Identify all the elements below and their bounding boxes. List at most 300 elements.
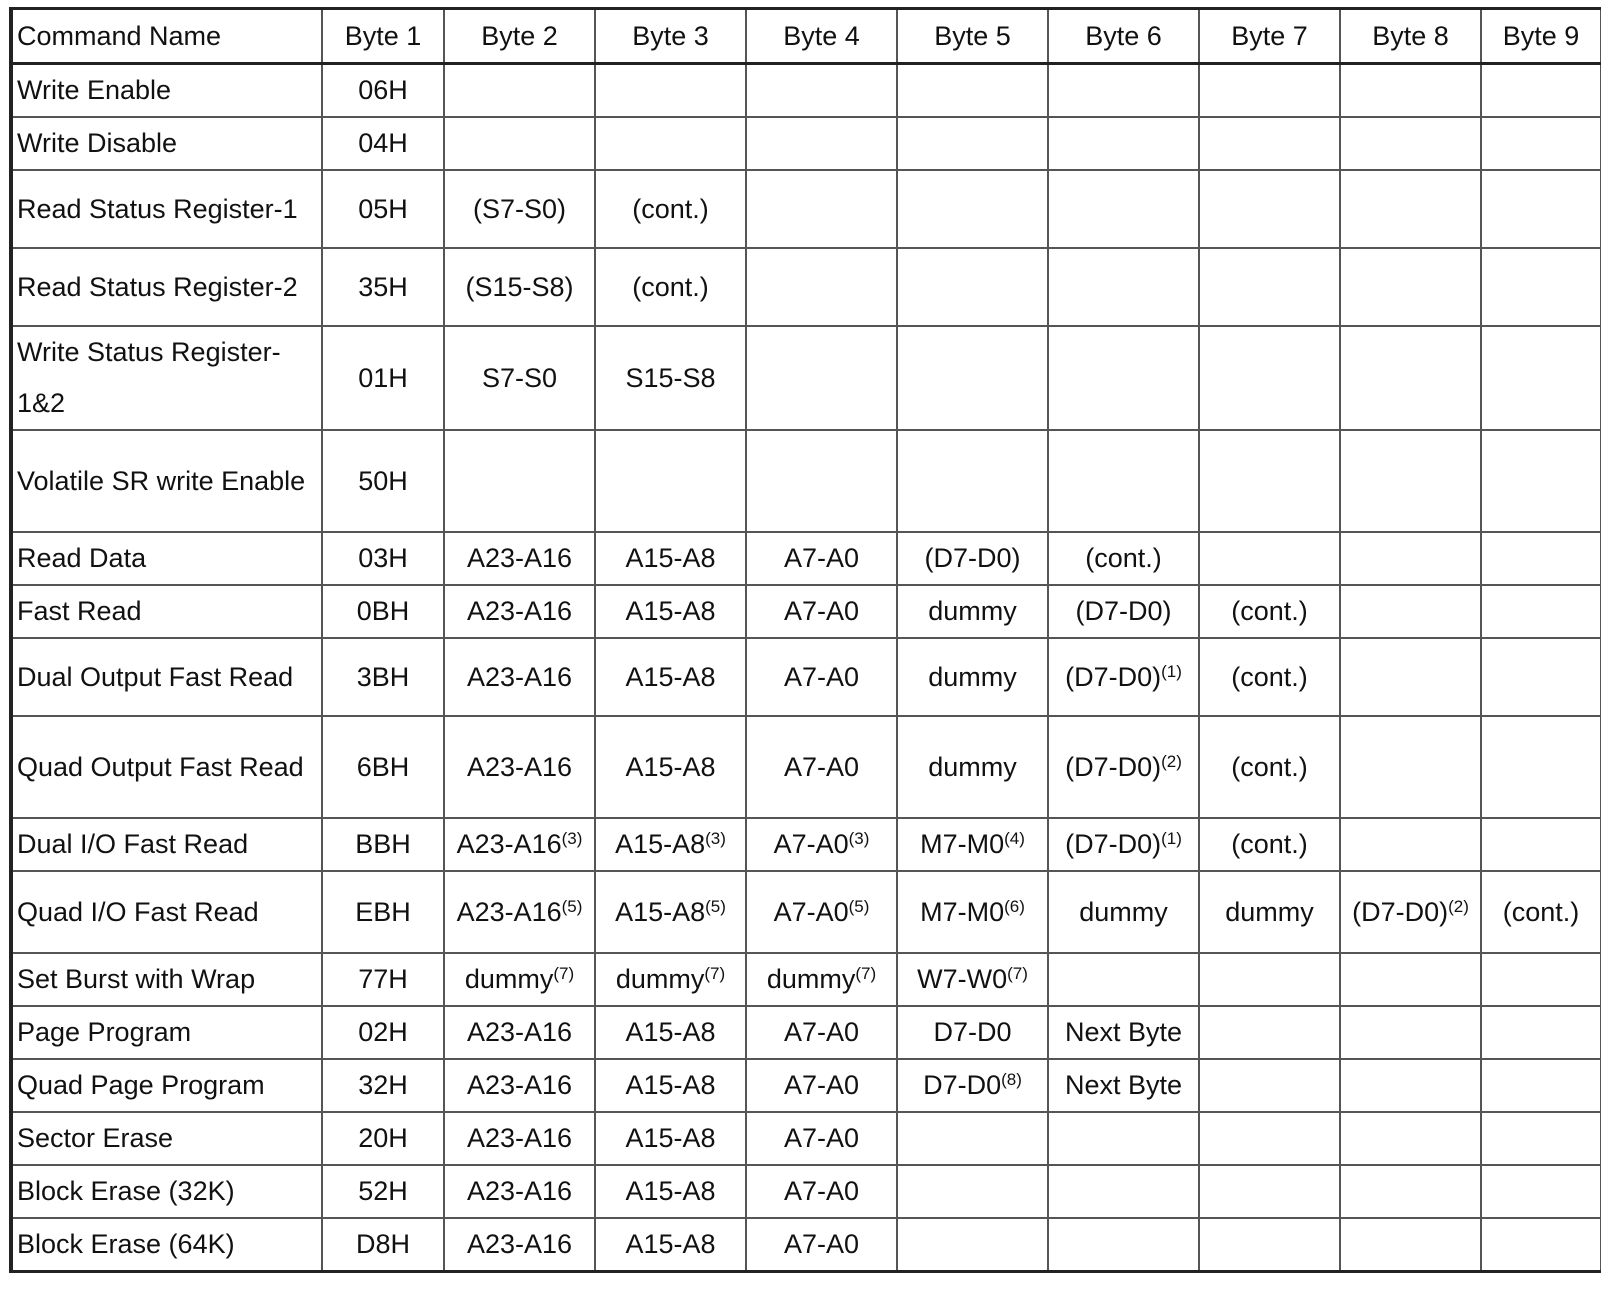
cell-text: 6BH bbox=[356, 751, 410, 782]
cell-text: 50H bbox=[358, 465, 408, 496]
column-header-byte-8: Byte 8 bbox=[1340, 9, 1481, 64]
cell-text: A7-A0 bbox=[773, 829, 849, 859]
cell-text: (cont.) bbox=[1231, 661, 1308, 692]
cell-text: A15-A8 bbox=[615, 829, 706, 859]
cell-text: 20H bbox=[358, 1123, 408, 1153]
byte-5-cell bbox=[897, 170, 1048, 248]
cell-text: A7-A0 bbox=[783, 1017, 860, 1047]
cell-text: Quad Page Program bbox=[17, 1070, 265, 1100]
byte-4-cell bbox=[746, 117, 897, 170]
cell-text: A15-A8 bbox=[625, 751, 716, 782]
byte-4-cell bbox=[746, 1218, 897, 1272]
byte-6-cell bbox=[1048, 1165, 1199, 1218]
cell-text: 02H bbox=[358, 1017, 408, 1047]
byte-4-cell bbox=[746, 248, 897, 326]
cell-text: Dual I/O Fast Read bbox=[17, 829, 249, 859]
command-name-cell bbox=[11, 117, 322, 170]
cell-text: A23-A16 bbox=[466, 596, 573, 626]
cell-text: 3BH bbox=[356, 661, 410, 692]
byte-8-cell bbox=[1340, 1059, 1481, 1112]
command-name-cell bbox=[11, 430, 322, 532]
byte-9-cell bbox=[1481, 953, 1601, 1006]
table-row bbox=[11, 170, 1601, 248]
table-row bbox=[11, 638, 1601, 716]
cell-text: D7-D0 bbox=[923, 1070, 1002, 1100]
byte-9-cell bbox=[1481, 64, 1601, 118]
cell-text: Read Status Register-2 bbox=[17, 271, 298, 302]
command-name-cell bbox=[11, 532, 322, 585]
cell-text: (cont.) bbox=[1231, 751, 1308, 782]
column-header-byte-3: Byte 3 bbox=[595, 9, 746, 64]
cell-text: Quad I/O Fast Read bbox=[17, 896, 259, 927]
table-row bbox=[11, 1112, 1601, 1165]
byte-1-cell bbox=[322, 1112, 444, 1165]
cell-text: dummy bbox=[1225, 896, 1314, 927]
cell-text: (S15-S8) bbox=[465, 271, 574, 302]
byte-8-cell bbox=[1340, 430, 1481, 532]
byte-1-cell bbox=[322, 117, 444, 170]
byte-2-cell bbox=[444, 64, 595, 118]
byte-8-cell bbox=[1340, 1165, 1481, 1218]
byte-8-cell bbox=[1340, 117, 1481, 170]
cell-text: M7-M0 bbox=[920, 829, 1005, 859]
cell-text: Read Status Register-1 bbox=[17, 193, 298, 224]
byte-3-cell bbox=[595, 1059, 746, 1112]
cell-text: A7-A0 bbox=[783, 543, 860, 573]
table-row bbox=[11, 1165, 1601, 1218]
column-header-byte-1: Byte 1 bbox=[322, 9, 444, 64]
byte-9-cell bbox=[1481, 1112, 1601, 1165]
byte-2-cell bbox=[444, 871, 595, 953]
byte-8-cell bbox=[1340, 871, 1481, 953]
table-row bbox=[11, 953, 1601, 1006]
byte-6-cell bbox=[1048, 1218, 1199, 1272]
command-name-cell bbox=[11, 1006, 322, 1059]
cell-text: dummy bbox=[928, 661, 1017, 692]
byte-3-cell bbox=[595, 248, 746, 326]
table-row bbox=[11, 117, 1601, 170]
cell-text: A23-A16 bbox=[466, 1229, 573, 1259]
byte-2-cell bbox=[444, 430, 595, 532]
byte-3-cell bbox=[595, 1218, 746, 1272]
byte-6-cell bbox=[1048, 871, 1199, 953]
byte-4-cell bbox=[746, 953, 897, 1006]
byte-4-cell bbox=[746, 1112, 897, 1165]
byte-2-cell bbox=[444, 1006, 595, 1059]
command-name-cell bbox=[11, 585, 322, 638]
footnote-ref: (5) bbox=[848, 896, 870, 916]
command-table bbox=[9, 7, 1601, 1273]
cell-text: 0BH bbox=[356, 596, 410, 626]
byte-9-cell bbox=[1481, 430, 1601, 532]
cell-text: dummy bbox=[766, 964, 856, 994]
byte-5-cell bbox=[897, 1112, 1048, 1165]
byte-1-cell bbox=[322, 1059, 444, 1112]
cell-text: 04H bbox=[358, 128, 408, 158]
byte-1-cell bbox=[322, 1006, 444, 1059]
byte-6-cell bbox=[1048, 64, 1199, 118]
cell-text: Write Status Register-1&2 bbox=[17, 337, 281, 418]
byte-1-cell bbox=[322, 716, 444, 818]
byte-7-cell bbox=[1199, 1165, 1340, 1218]
byte-7-cell bbox=[1199, 871, 1340, 953]
cell-text: A23-A16 bbox=[466, 1123, 573, 1153]
footnote-ref: (7) bbox=[553, 964, 575, 983]
byte-6-cell bbox=[1048, 430, 1199, 532]
cell-text: (cont.) bbox=[1085, 543, 1162, 573]
byte-3-cell bbox=[595, 1112, 746, 1165]
cell-text: (cont.) bbox=[632, 193, 709, 224]
cell-text: 77H bbox=[358, 964, 408, 994]
byte-3-cell bbox=[595, 953, 746, 1006]
byte-2-cell bbox=[444, 117, 595, 170]
cell-text: D7-D0 bbox=[933, 1017, 1012, 1047]
byte-7-cell bbox=[1199, 1112, 1340, 1165]
cell-text: A23-A16 bbox=[456, 896, 562, 927]
cell-text: dummy bbox=[464, 964, 554, 994]
cell-text: (cont.) bbox=[1231, 829, 1308, 859]
byte-4-cell bbox=[746, 326, 897, 430]
cell-text: A23-A16 bbox=[466, 1017, 573, 1047]
byte-7-cell bbox=[1199, 64, 1340, 118]
byte-1-cell bbox=[322, 532, 444, 585]
byte-5-cell bbox=[897, 248, 1048, 326]
byte-7-cell bbox=[1199, 585, 1340, 638]
byte-6-cell bbox=[1048, 117, 1199, 170]
byte-2-cell bbox=[444, 532, 595, 585]
command-name-cell bbox=[11, 1165, 322, 1218]
cell-text: (cont.) bbox=[1231, 596, 1308, 626]
column-header-byte-4: Byte 4 bbox=[746, 9, 897, 64]
command-name-cell bbox=[11, 953, 322, 1006]
byte-5-cell bbox=[897, 1059, 1048, 1112]
byte-1-cell bbox=[322, 170, 444, 248]
footnote-ref: (3) bbox=[705, 829, 726, 848]
cell-text: BBH bbox=[355, 829, 411, 859]
byte-3-cell bbox=[595, 871, 746, 953]
cell-text: A15-A8 bbox=[625, 1229, 716, 1259]
byte-1-cell bbox=[322, 326, 444, 430]
table-body bbox=[11, 64, 1601, 1272]
cell-text: (D7-D0) bbox=[1065, 829, 1162, 859]
cell-text: A7-A0 bbox=[783, 661, 860, 692]
cell-text: A7-A0 bbox=[783, 1176, 860, 1206]
byte-7-cell bbox=[1199, 716, 1340, 818]
cell-text: A7-A0 bbox=[783, 1123, 860, 1153]
byte-3-cell bbox=[595, 430, 746, 532]
byte-6-cell bbox=[1048, 1112, 1199, 1165]
footnote-ref: (7) bbox=[1007, 964, 1028, 983]
cell-text: D8H bbox=[355, 1229, 410, 1259]
byte-8-cell bbox=[1340, 248, 1481, 326]
cell-text: Quad Output Fast Read bbox=[17, 751, 304, 782]
byte-8-cell bbox=[1340, 638, 1481, 716]
column-header-byte-6: Byte 6 bbox=[1048, 9, 1199, 64]
cell-text: A7-A0 bbox=[783, 596, 860, 626]
command-name-cell bbox=[11, 248, 322, 326]
cell-text: A7-A0 bbox=[783, 1229, 860, 1259]
byte-5-cell bbox=[897, 326, 1048, 430]
byte-7-cell bbox=[1199, 532, 1340, 585]
footnote-ref: (7) bbox=[704, 964, 726, 983]
byte-2-cell bbox=[444, 585, 595, 638]
byte-2-cell bbox=[444, 1059, 595, 1112]
byte-9-cell bbox=[1481, 716, 1601, 818]
cell-text: A23-A16 bbox=[466, 543, 573, 573]
cell-text: (D7-D0) bbox=[1075, 596, 1172, 626]
cell-text: S7-S0 bbox=[481, 362, 558, 393]
byte-1-cell bbox=[322, 430, 444, 532]
footnote-ref: (4) bbox=[1004, 829, 1025, 848]
byte-6-cell bbox=[1048, 585, 1199, 638]
byte-2-cell bbox=[444, 1165, 595, 1218]
byte-4-cell bbox=[746, 1006, 897, 1059]
byte-2-cell bbox=[444, 326, 595, 430]
byte-1-cell bbox=[322, 953, 444, 1006]
command-name-cell bbox=[11, 1218, 322, 1272]
byte-6-cell bbox=[1048, 170, 1199, 248]
byte-9-cell bbox=[1481, 1218, 1601, 1272]
cell-text: A7-A0 bbox=[783, 1070, 860, 1100]
byte-1-cell bbox=[322, 248, 444, 326]
byte-1-cell bbox=[322, 818, 444, 871]
command-name-cell bbox=[11, 818, 322, 871]
byte-8-cell bbox=[1340, 818, 1481, 871]
column-header-byte-5: Byte 5 bbox=[897, 9, 1048, 64]
cell-text: Sector Erase bbox=[17, 1123, 174, 1153]
byte-6-cell bbox=[1048, 638, 1199, 716]
byte-9-cell bbox=[1481, 638, 1601, 716]
byte-1-cell bbox=[322, 64, 444, 118]
byte-8-cell bbox=[1340, 64, 1481, 118]
command-name-cell bbox=[11, 170, 322, 248]
byte-1-cell bbox=[322, 871, 444, 953]
byte-9-cell bbox=[1481, 1165, 1601, 1218]
footnote-ref: (5) bbox=[561, 896, 583, 916]
footnote-ref: (1) bbox=[1161, 661, 1182, 681]
cell-text: A15-A8 bbox=[625, 543, 716, 573]
byte-7-cell bbox=[1199, 170, 1340, 248]
byte-8-cell bbox=[1340, 1112, 1481, 1165]
cell-text: A7-A0 bbox=[783, 751, 860, 782]
cell-text: A15-A8 bbox=[625, 1070, 716, 1100]
byte-9-cell bbox=[1481, 1059, 1601, 1112]
table-row bbox=[11, 430, 1601, 532]
cell-text: A15-A8 bbox=[625, 1017, 716, 1047]
byte-4-cell bbox=[746, 818, 897, 871]
byte-7-cell bbox=[1199, 638, 1340, 716]
byte-2-cell bbox=[444, 1218, 595, 1272]
footnote-ref: (7) bbox=[855, 964, 877, 983]
cell-text: 52H bbox=[358, 1176, 408, 1206]
cell-text: 05H bbox=[358, 193, 408, 224]
byte-2-cell bbox=[444, 248, 595, 326]
command-name-cell bbox=[11, 64, 322, 118]
command-name-cell bbox=[11, 638, 322, 716]
cell-text: A23-A16 bbox=[466, 751, 573, 782]
footnote-ref: (5) bbox=[705, 896, 726, 916]
cell-text: (D7-D0) bbox=[1352, 896, 1449, 927]
cell-text: (cont.) bbox=[1502, 896, 1580, 927]
table-row bbox=[11, 64, 1601, 118]
byte-3-cell bbox=[595, 638, 746, 716]
cell-text: 03H bbox=[358, 543, 408, 573]
byte-2-cell bbox=[444, 170, 595, 248]
byte-4-cell bbox=[746, 716, 897, 818]
cell-text: Block Erase (32K) bbox=[17, 1176, 235, 1206]
table-row bbox=[11, 818, 1601, 871]
cell-text: S15-S8 bbox=[625, 362, 716, 393]
cell-text: Block Erase (64K) bbox=[17, 1229, 235, 1259]
byte-1-cell bbox=[322, 638, 444, 716]
cell-text: Write Disable bbox=[17, 128, 178, 158]
byte-2-cell bbox=[444, 716, 595, 818]
byte-5-cell bbox=[897, 871, 1048, 953]
command-name-cell bbox=[11, 716, 322, 818]
byte-5-cell bbox=[897, 430, 1048, 532]
byte-3-cell bbox=[595, 1006, 746, 1059]
byte-3-cell bbox=[595, 818, 746, 871]
cell-text: (S7-S0) bbox=[472, 193, 567, 224]
cell-text: Page Program bbox=[17, 1017, 192, 1047]
byte-4-cell bbox=[746, 430, 897, 532]
footnote-ref: (8) bbox=[1001, 1070, 1022, 1089]
cell-text: 01H bbox=[358, 362, 408, 393]
byte-7-cell bbox=[1199, 326, 1340, 430]
byte-5-cell bbox=[897, 117, 1048, 170]
footnote-ref: (3) bbox=[848, 829, 870, 848]
table-row bbox=[11, 1218, 1601, 1272]
byte-4-cell bbox=[746, 64, 897, 118]
table-row bbox=[11, 585, 1601, 638]
cell-text: (D7-D0) bbox=[1065, 751, 1162, 782]
table-row bbox=[11, 326, 1601, 430]
cell-text: Write Enable bbox=[17, 75, 172, 105]
byte-8-cell bbox=[1340, 1218, 1481, 1272]
byte-6-cell bbox=[1048, 716, 1199, 818]
byte-1-cell bbox=[322, 1165, 444, 1218]
byte-9-cell bbox=[1481, 117, 1601, 170]
byte-5-cell bbox=[897, 1165, 1048, 1218]
cell-text: dummy bbox=[615, 964, 705, 994]
command-name-cell bbox=[11, 1059, 322, 1112]
byte-4-cell bbox=[746, 1165, 897, 1218]
byte-9-cell bbox=[1481, 326, 1601, 430]
cell-text: (cont.) bbox=[632, 271, 709, 302]
cell-text: Set Burst with Wrap bbox=[17, 964, 256, 994]
byte-9-cell bbox=[1481, 585, 1601, 638]
footnote-ref: (6) bbox=[1004, 896, 1025, 916]
byte-9-cell bbox=[1481, 871, 1601, 953]
byte-3-cell bbox=[595, 64, 746, 118]
cell-text: M7-M0 bbox=[920, 896, 1005, 927]
byte-6-cell bbox=[1048, 248, 1199, 326]
byte-5-cell bbox=[897, 1006, 1048, 1059]
byte-9-cell bbox=[1481, 1006, 1601, 1059]
byte-8-cell bbox=[1340, 585, 1481, 638]
byte-2-cell bbox=[444, 953, 595, 1006]
footnote-ref: (1) bbox=[1161, 829, 1182, 848]
cell-text: A15-A8 bbox=[625, 661, 716, 692]
byte-5-cell bbox=[897, 818, 1048, 871]
byte-3-cell bbox=[595, 170, 746, 248]
cell-text: A15-A8 bbox=[625, 1176, 716, 1206]
cell-text: Volatile SR write Enable bbox=[17, 465, 306, 496]
cell-text: Next Byte bbox=[1064, 1017, 1183, 1047]
byte-8-cell bbox=[1340, 953, 1481, 1006]
byte-4-cell bbox=[746, 170, 897, 248]
byte-7-cell bbox=[1199, 117, 1340, 170]
column-header-byte-2: Byte 2 bbox=[444, 9, 595, 64]
byte-6-cell bbox=[1048, 953, 1199, 1006]
byte-9-cell bbox=[1481, 532, 1601, 585]
table-row bbox=[11, 716, 1601, 818]
byte-2-cell bbox=[444, 818, 595, 871]
byte-3-cell bbox=[595, 585, 746, 638]
byte-2-cell bbox=[444, 1112, 595, 1165]
byte-7-cell bbox=[1199, 1218, 1340, 1272]
table-row bbox=[11, 1006, 1601, 1059]
cell-text: (D7-D0) bbox=[924, 543, 1021, 573]
table-header bbox=[11, 9, 1601, 64]
byte-8-cell bbox=[1340, 532, 1481, 585]
byte-4-cell bbox=[746, 1059, 897, 1112]
byte-3-cell bbox=[595, 1165, 746, 1218]
cell-text: A23-A16 bbox=[466, 1176, 573, 1206]
byte-5-cell bbox=[897, 638, 1048, 716]
footnote-ref: (3) bbox=[561, 829, 583, 848]
byte-1-cell bbox=[322, 585, 444, 638]
cell-text: Fast Read bbox=[17, 596, 142, 626]
byte-7-cell bbox=[1199, 1006, 1340, 1059]
byte-4-cell bbox=[746, 585, 897, 638]
footnote-ref: (2) bbox=[1448, 896, 1469, 916]
column-header-byte-9: Byte 9 bbox=[1481, 9, 1601, 64]
cell-text: 35H bbox=[358, 271, 408, 302]
cell-text: A23-A16 bbox=[466, 661, 573, 692]
byte-6-cell bbox=[1048, 532, 1199, 585]
cell-text: A7-A0 bbox=[773, 896, 849, 927]
byte-3-cell bbox=[595, 716, 746, 818]
byte-4-cell bbox=[746, 638, 897, 716]
byte-4-cell bbox=[746, 871, 897, 953]
cell-text: Next Byte bbox=[1064, 1070, 1183, 1100]
cell-text: EBH bbox=[355, 896, 411, 927]
cell-text: A23-A16 bbox=[466, 1070, 573, 1100]
byte-3-cell bbox=[595, 326, 746, 430]
cell-text: 06H bbox=[358, 75, 408, 105]
byte-8-cell bbox=[1340, 716, 1481, 818]
byte-6-cell bbox=[1048, 1059, 1199, 1112]
byte-8-cell bbox=[1340, 1006, 1481, 1059]
cell-text: dummy bbox=[928, 596, 1017, 626]
header-row bbox=[11, 9, 1601, 64]
cell-text: A15-A8 bbox=[625, 1123, 716, 1153]
byte-8-cell bbox=[1340, 170, 1481, 248]
cell-text: 32H bbox=[358, 1070, 408, 1100]
byte-9-cell bbox=[1481, 170, 1601, 248]
byte-7-cell bbox=[1199, 953, 1340, 1006]
byte-7-cell bbox=[1199, 818, 1340, 871]
byte-7-cell bbox=[1199, 1059, 1340, 1112]
byte-2-cell bbox=[444, 638, 595, 716]
column-header-command-name: Command Name bbox=[11, 9, 322, 64]
byte-5-cell bbox=[897, 585, 1048, 638]
table-row bbox=[11, 1059, 1601, 1112]
cell-text: dummy bbox=[928, 751, 1017, 782]
byte-3-cell bbox=[595, 532, 746, 585]
command-name-cell bbox=[11, 871, 322, 953]
